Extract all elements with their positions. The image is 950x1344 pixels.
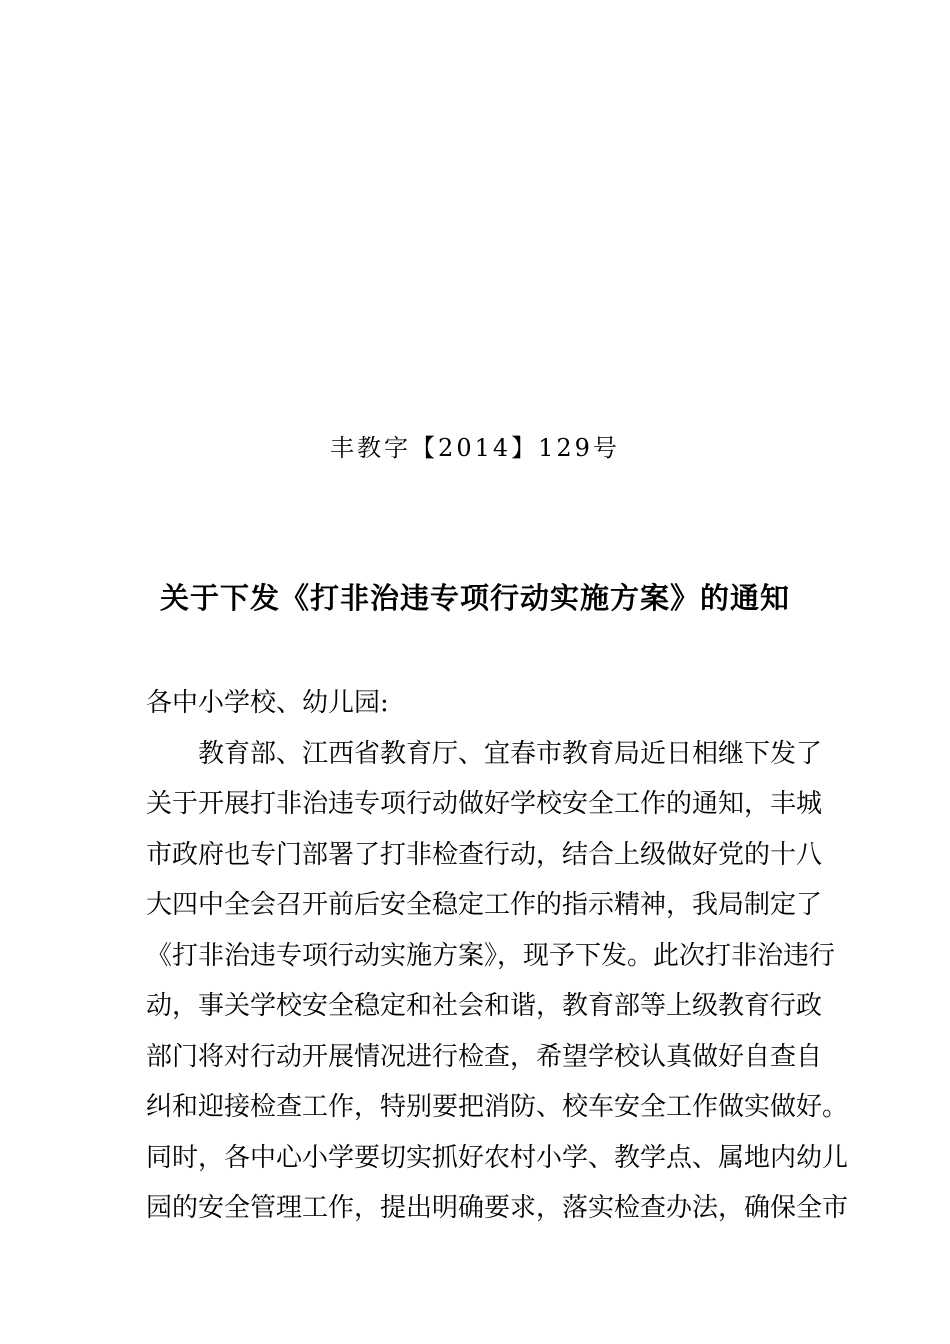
paragraph-line: 同时，各中心小学要切实抓好农村小学、教学点、属地内幼儿 — [146, 1142, 849, 1173]
document-title: 关于下发《打非治违专项行动实施方案》的通知 — [159, 581, 790, 615]
salutation: 各中小学校、幼儿园: — [146, 688, 389, 718]
paragraph-line: 纠和迎接检查工作，特别要把消防、校车安全工作做实做好。 — [146, 1092, 849, 1122]
paragraph-line: 教育部、江西省教育厅、宜春市教育局近日相继下发了 — [198, 738, 823, 769]
paragraph-line: 大四中全会召开前后安全稳定工作的指示精神，我局制定了 — [146, 890, 823, 920]
paragraph-line: 园的安全管理工作，提出明确要求，落实检查办法，确保全市 — [146, 1193, 849, 1223]
body-paragraph — [146, 729, 849, 1234]
paragraph-line: 市政府也专门部署了打非检查行动，结合上级做好党的十八 — [146, 839, 823, 870]
paragraph-line: 动，事关学校安全稳定和社会和谐，教育部等上级教育行政 — [146, 991, 823, 1021]
paragraph-line: 《打非治违专项行动实施方案》，现予下发。此次打非治违行 — [146, 940, 836, 971]
document-body — [146, 678, 849, 1234]
paragraph-line: 部门将对行动开展情况进行检查，希望学校认真做好自查自 — [146, 1041, 823, 1072]
document-number: 丰教字【2014】129号 — [330, 434, 620, 462]
paragraph-line: 关于开展打非治违专项行动做好学校安全工作的通知，丰城 — [146, 789, 823, 819]
